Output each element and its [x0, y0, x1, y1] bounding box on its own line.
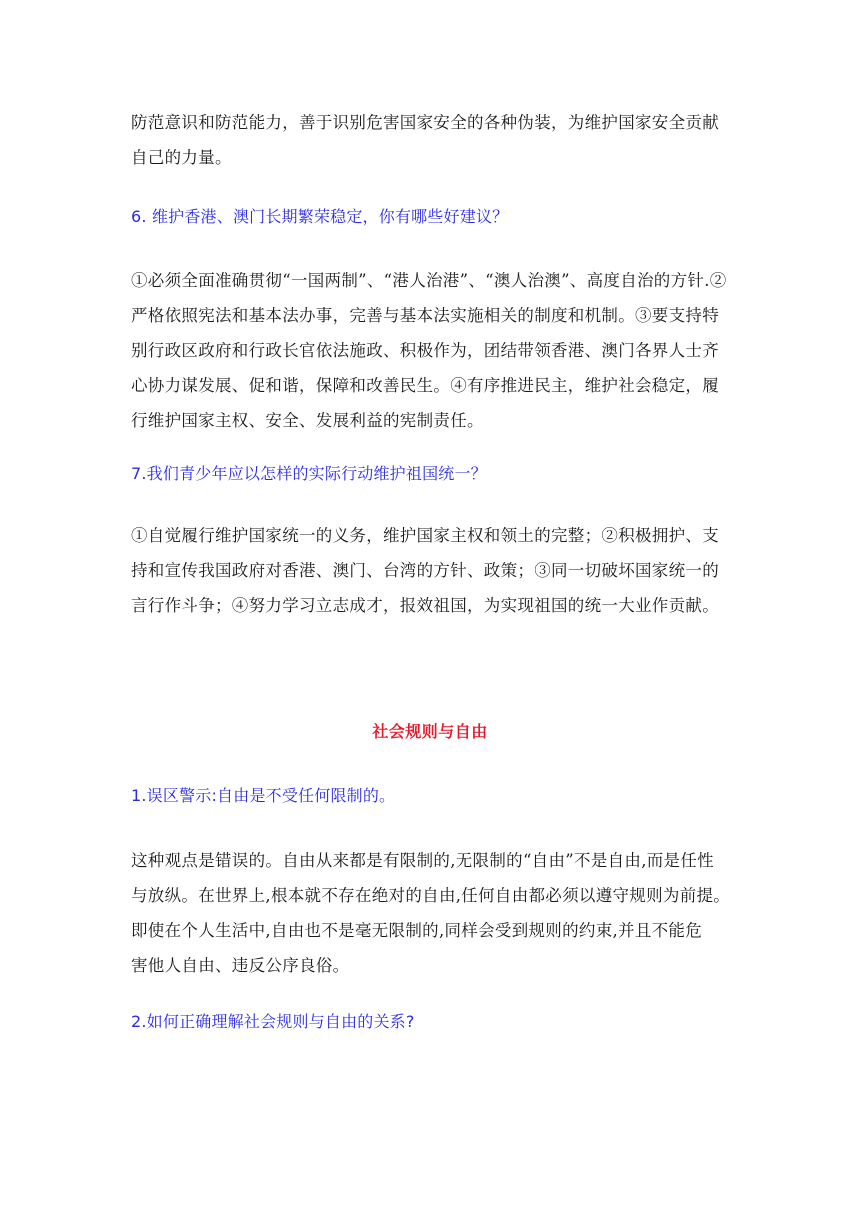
text-line: 言行作斗争；④努力学习立志成才，报效祖国，为实现祖国的统一大业作贡献。: [131, 596, 719, 615]
text-line: 自己的力量。: [131, 148, 232, 167]
text-line: 这种观点是错误的。自由从来都是有限制的,无限制的“自由”不是自由,而是任性: [131, 851, 714, 870]
text-line: 即使在个人生活中,自由也不是毫无限制的,同样会受到规则的约束,并且不能危: [131, 921, 703, 940]
text-line: 行维护国家主权、安全、发展利益的宪制责任。: [131, 411, 484, 430]
answer-7: [131, 518, 736, 623]
text-line: 害他人自由、违反公序良俗。: [131, 956, 350, 975]
text-line: 心协力谋发展、促和谐，保障和改善民生。④有序推进民主，维护社会稳定，履: [131, 376, 719, 395]
section-question-1: 1.误区警示:自由是不受任何限制的。: [131, 786, 396, 805]
text-line: 持和宣传我国政府对香港、澳门、台湾的方针、政策；③同一切破坏国家统一的: [131, 561, 719, 580]
question-7: 7.我们青少年应以怎样的实际行动维护祖国统一？: [131, 464, 487, 483]
text-line: 防范意识和防范能力，善于识别危害国家安全的各种伪装，为维护国家安全贡献: [131, 113, 719, 132]
text-line: 别行政区政府和行政长官依法施政、积极作为，团结带领香港、澳门各界人士齐: [131, 341, 719, 360]
paragraph-intro-tail: [131, 105, 736, 175]
section-answer-1: [131, 843, 736, 983]
section-title: 社会规则与自由: [372, 722, 488, 741]
text-line: 严格依照宪法和基本法办事，完善与基本法实施相关的制度和机制。③要支持特: [131, 306, 719, 325]
question-6: 6. 维护香港、澳门长期繁荣稳定，你有哪些好建议？: [131, 207, 509, 226]
text-line: 与放纵。在世界上,根本就不存在绝对的自由,任何自由都必须以遵守规则为前提。: [131, 886, 731, 905]
section-question-2: 2.如何正确理解社会规则与自由的关系?: [131, 1012, 415, 1031]
text-line: ①自觉履行维护国家统一的义务，维护国家主权和领土的完整；②积极拥护、支: [131, 526, 719, 545]
text-line: ①必须全面准确贯彻“一国两制”、“港人治港”、“澳人治澳”、高度自治的方针.②: [131, 271, 727, 290]
answer-6: [131, 263, 736, 438]
